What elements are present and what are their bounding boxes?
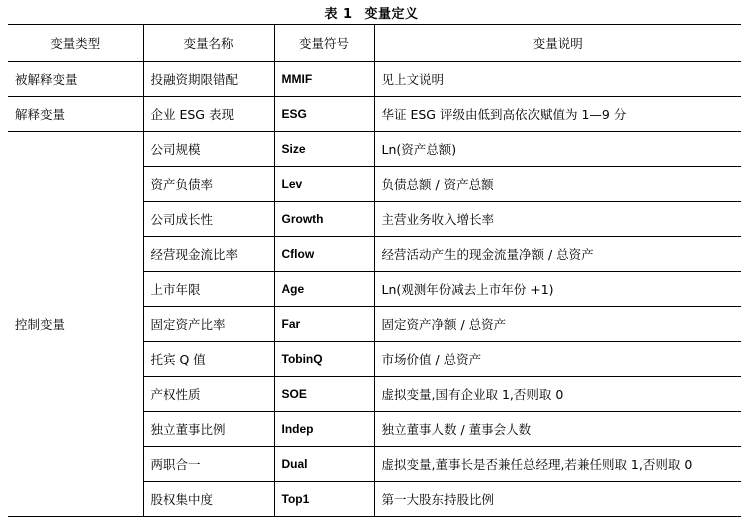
variable-description-cell: 固定资产净额 / 总资产	[374, 307, 741, 342]
variable-name-cell: 托宾 Q 值	[143, 342, 274, 377]
table-title: 变量定义	[364, 7, 419, 22]
variable-description-cell: 虚拟变量,董事长是否兼任总经理,若兼任则取 1,否则取 0	[374, 447, 741, 482]
variable-name-cell: 经营现金流比率	[143, 237, 274, 272]
variable-name-cell: 两职合一	[143, 447, 274, 482]
variable-name-cell: 公司成长性	[143, 202, 274, 237]
variable-symbol-cell: Age	[274, 272, 374, 307]
variable-description-cell: 市场价值 / 总资产	[374, 342, 741, 377]
table-row	[8, 62, 741, 97]
variable-symbol-cell: Far	[274, 307, 374, 342]
variable-description-cell: 负债总额 / 资产总额	[374, 167, 741, 202]
header-variable-name: 变量名称	[143, 25, 274, 62]
variable-symbol-cell: MMIF	[274, 62, 374, 97]
variable-definition-table	[8, 24, 741, 517]
variable-symbol-cell: Indep	[274, 412, 374, 447]
variable-symbol-cell: TobinQ	[274, 342, 374, 377]
variable-name-cell: 固定资产比率	[143, 307, 274, 342]
table-row	[8, 132, 741, 167]
variable-type-cell: 解释变量	[8, 97, 143, 132]
variable-symbol-cell: Size	[274, 132, 374, 167]
variable-description-cell: Ln(资产总额)	[374, 132, 741, 167]
variable-name-cell: 独立董事比例	[143, 412, 274, 447]
variable-description-cell: 见上文说明	[374, 62, 741, 97]
variable-name-cell: 股权集中度	[143, 482, 274, 517]
table-caption	[0, 3, 743, 22]
variable-type-cell: 被解释变量	[8, 62, 143, 97]
variable-description-cell: 虚拟变量,国有企业取 1,否则取 0	[374, 377, 741, 412]
variable-name-cell: 产权性质	[143, 377, 274, 412]
variable-name-cell: 资产负债率	[143, 167, 274, 202]
variable-type-cell: 控制变量	[8, 132, 143, 517]
variable-symbol-cell: Top1	[274, 482, 374, 517]
variable-symbol-cell: SOE	[274, 377, 374, 412]
variable-symbol-cell: ESG	[274, 97, 374, 132]
variable-name-cell: 公司规模	[143, 132, 274, 167]
variable-symbol-cell: Cflow	[274, 237, 374, 272]
variable-description-cell: 独立董事人数 / 董事会人数	[374, 412, 741, 447]
table-row	[8, 97, 741, 132]
variable-name-cell: 企业 ESG 表现	[143, 97, 274, 132]
header-variable-type: 变量类型	[8, 25, 143, 62]
header-variable-description: 变量说明	[374, 25, 741, 62]
variable-description-cell: 华证 ESG 评级由低到高依次赋值为 1—9 分	[374, 97, 741, 132]
variable-symbol-cell: Lev	[274, 167, 374, 202]
variable-description-cell: Ln(观测年份减去上市年份 +1)	[374, 272, 741, 307]
header-variable-symbol: 变量符号	[274, 25, 374, 62]
variable-description-cell: 经营活动产生的现金流量净额 / 总资产	[374, 237, 741, 272]
variable-description-cell: 第一大股东持股比例	[374, 482, 741, 517]
variable-name-cell: 投融资期限错配	[143, 62, 274, 97]
variable-symbol-cell: Dual	[274, 447, 374, 482]
variable-name-cell: 上市年限	[143, 272, 274, 307]
table-number: 表 1	[324, 7, 353, 22]
variable-symbol-cell: Growth	[274, 202, 374, 237]
table-header-row	[8, 25, 741, 62]
variable-description-cell: 主营业务收入增长率	[374, 202, 741, 237]
